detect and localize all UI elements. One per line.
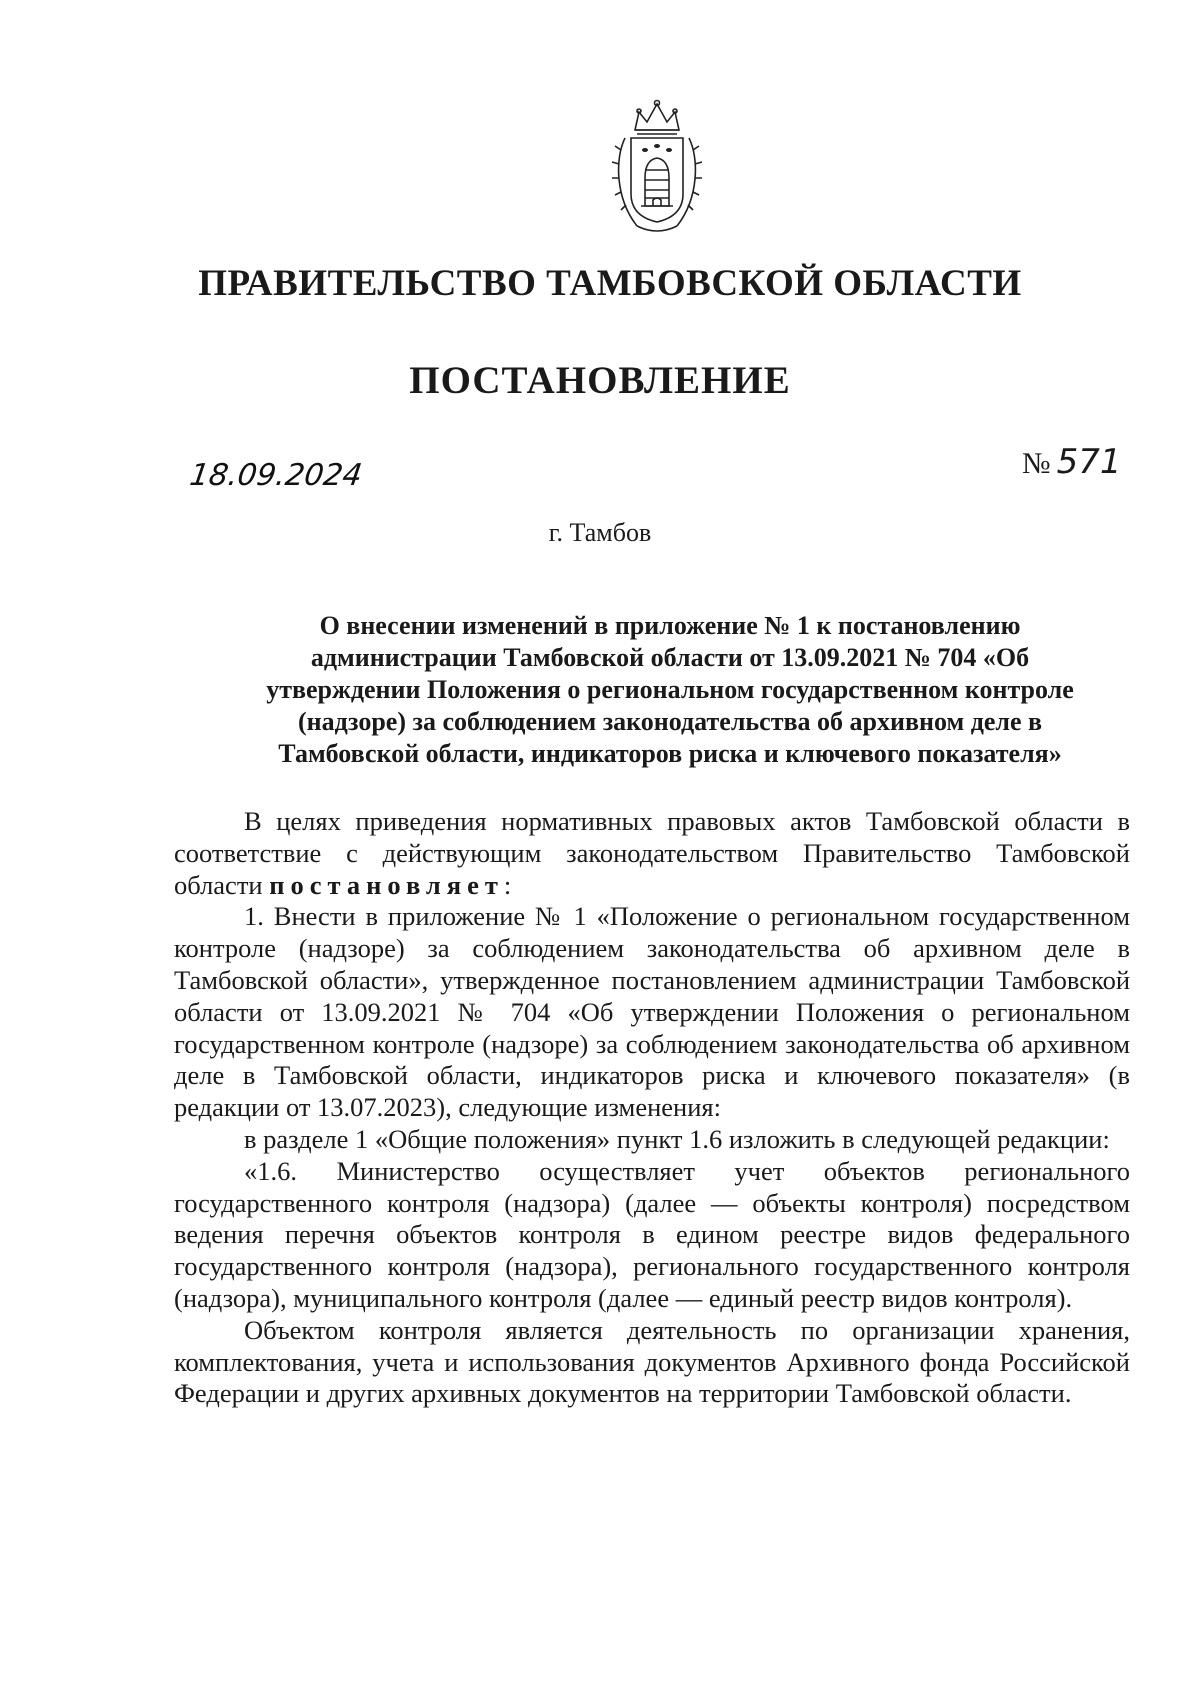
subject-line: (надзоре) за соблюдением законодательства об архивном деле в: [297, 707, 1043, 736]
subject-line: администрации Тамбовской области от 13.09.2021 № 704 «Об: [310, 643, 1030, 672]
city: г. Тамбов: [548, 518, 652, 547]
document-number: [1022, 442, 1122, 482]
clause-1-6-paragraph: «1.6. Министерство осуществляет учет объектов регионального государственного контроля (надзора) (далее — объекты контроля) посредством ведения перечня объектов контроля в едином реестре видов федерального государственного контроля (надзора), регионального государственного контроля (надзора), муниципального контроля (далее — единый реестр видов контроля).: [174, 1155, 1130, 1313]
document-type: ПОСТАНОВЛЕНИЕ: [409, 359, 791, 402]
document-subject: [200, 610, 1140, 770]
intro-text: В целях приведения нормативных правовых актов Тамбовской области в соответствие с действующим законодательством Правительство Тамбовской области: [174, 806, 1130, 900]
decree-word: постановляет: [269, 869, 504, 900]
document-body: [174, 806, 1130, 1410]
item-1-paragraph: 1. Внести в приложение № 1 «Положение о региональном государственном контроле (надзоре) за соблюдением законодательства об архивном деле в Тамбовской области», утвержденное постановлением администрации Тамбовской области от 13.09.2021 № 704 «Об утверждении Положения о региональном государственном контроле (надзоре) за соблюдением законодательства об архивном деле в Тамбовской области, индикаторов риска и ключевого показателя» (в редакции от 13.07.2023), следующие изменения:: [174, 901, 1130, 1123]
number-prefix: №: [1022, 447, 1051, 480]
object-of-control-paragraph: Объектом контроля является деятельность по организации хранения, комплектования, учета и использования документов Архивного фонда Российской Федерации и других архивных документов на территории Тамбовской области.: [174, 1314, 1130, 1409]
subject-line: О внесении изменений в приложение № 1 к постановлению: [319, 611, 1021, 640]
document-date: 18.09.2024: [187, 458, 365, 493]
organization-title: ПРАВИТЕЛЬСТВО ТАМБОВСКОЙ ОБЛАСТИ: [198, 263, 1022, 304]
subject-line: Тамбовской области, индикаторов риска и ключевого показателя»: [278, 739, 1062, 768]
number-value: 571: [1056, 442, 1122, 482]
subject-line: утверждении Положения о региональном государственном контроле: [266, 675, 1074, 704]
decree-colon: :: [503, 869, 512, 900]
coat-of-arms-icon: [607, 98, 707, 238]
intro-paragraph: [174, 806, 1130, 901]
section-change-paragraph: в разделе 1 «Общие положения» пункт 1.6 изложить в следующей редакции:: [244, 1123, 1110, 1154]
